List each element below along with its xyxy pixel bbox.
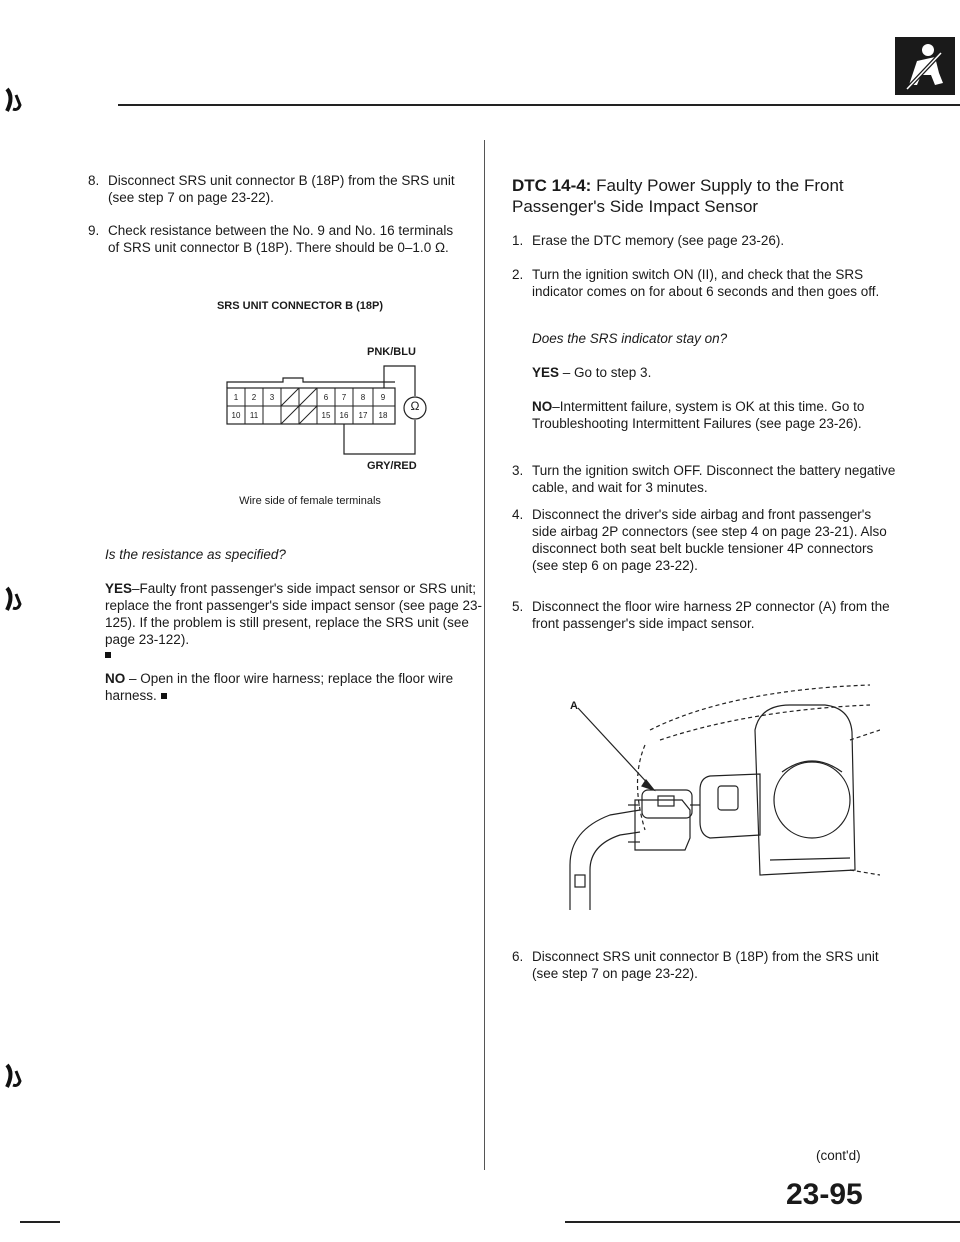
end-mark — [161, 693, 167, 699]
pin-number: 18 — [378, 411, 388, 420]
pin-number: 15 — [321, 411, 331, 420]
yes-answer — [532, 364, 897, 381]
pin-number: 3 — [269, 393, 275, 402]
step-number: 8. — [88, 173, 100, 188]
question: Does the SRS indicator stay on? — [532, 331, 728, 346]
no-answer — [105, 670, 485, 704]
step-number: 5. — [512, 599, 524, 614]
impact-sensor-connector-illustration — [550, 670, 880, 910]
step-number: 2. — [512, 267, 524, 282]
dtc-title: Faulty Power Supply to the Front Passenger's Side Impact Sensor — [512, 176, 844, 216]
wire-color-bottom: GRY/RED — [367, 460, 417, 472]
seat-belt-icon — [895, 37, 955, 95]
pin-number: 2 — [251, 393, 257, 402]
callout-a: A — [570, 700, 578, 712]
yes-text: – Go to step 3. — [559, 365, 652, 380]
pin-number: 9 — [380, 393, 386, 402]
step-text: Turn the ignition switch OFF. Disconnect the battery negative cable, and wait for 3 minutes. — [532, 463, 896, 495]
yes-label: YES — [532, 365, 560, 380]
connector-title: SRS UNIT CONNECTOR B (18P) — [216, 300, 384, 312]
step-number: 6. — [512, 949, 524, 964]
diagram-caption: Wire side of female terminals — [239, 495, 381, 507]
step-text: Erase the DTC memory (see page 23-26). — [532, 233, 785, 248]
no-text: –Intermittent failure, system is OK at this time. Go to Troubleshooting Intermittent Failures (see page 23-26). — [532, 399, 865, 431]
footer-rule-left — [20, 1221, 60, 1223]
no-label: NO — [105, 671, 126, 686]
pin-number: 17 — [358, 411, 368, 420]
page-number: 23-95 — [786, 1178, 863, 1211]
no-label: NO — [532, 399, 553, 414]
pin-number: 6 — [323, 393, 329, 402]
question: Is the resistance as specified? — [105, 547, 286, 562]
step-number: 3. — [512, 463, 524, 478]
step-number: 4. — [512, 507, 524, 522]
pin-number: 10 — [231, 411, 241, 420]
wire-color-top: PNK/BLU — [367, 346, 416, 358]
pin-number: 16 — [339, 411, 349, 420]
step-number: 9. — [88, 223, 100, 238]
step-text: Disconnect SRS unit connector B (18P) from the SRS unit (see step 7 on page 23-22). — [532, 949, 879, 981]
header-rule — [118, 104, 960, 106]
section-title — [512, 175, 902, 217]
binding-mark-middle — [4, 586, 26, 612]
column-divider — [484, 140, 485, 1170]
yes-label: YES — [105, 581, 133, 596]
binding-mark-top — [4, 87, 26, 113]
step-number: 1. — [512, 233, 524, 248]
step-text: Disconnect the floor wire harness 2P connector (A) from the front passenger's side impact sensor. — [532, 599, 890, 631]
pin-number: 11 — [249, 411, 259, 420]
binding-mark-bottom — [4, 1063, 26, 1089]
pin-number: 7 — [341, 393, 347, 402]
step-text: Turn the ignition switch ON (II), and check that the SRS indicator comes on for about 6 seconds and then goes off. — [532, 267, 880, 299]
yes-text: –Faulty front passenger's side impact sensor or SRS unit; replace the front passenger's side impact sensor (see page 23-125). If the problem is still present, replace the SRS unit (see page 23-122). — [105, 581, 483, 647]
pin-number: 1 — [233, 393, 239, 402]
footer-rule-right — [565, 1221, 960, 1223]
step-text: Disconnect the driver's side airbag and front passenger's side airbag 2P connectors (see step 4 on page 23-21). Also disconnect both seat belt buckle tensioner 4P connectors (see step 6 on page 23-22). — [532, 507, 887, 573]
pin-number: 8 — [360, 393, 366, 402]
end-mark — [105, 652, 111, 658]
yes-answer — [105, 580, 485, 648]
step-text: Check resistance between the No. 9 and No. 16 terminals of SRS unit connector B (18P). There should be 0–1.0 Ω. — [108, 223, 454, 255]
no-answer — [532, 398, 897, 432]
no-text: – Open in the floor wire harness; replace the floor wire harness. — [105, 671, 454, 703]
continued-label: (cont'd) — [816, 1148, 861, 1163]
ohm-symbol: Ω — [410, 399, 420, 413]
dtc-code: DTC 14-4: — [512, 176, 592, 195]
step-text: Disconnect SRS unit connector B (18P) from the SRS unit (see step 7 on page 23-22). — [108, 173, 455, 205]
